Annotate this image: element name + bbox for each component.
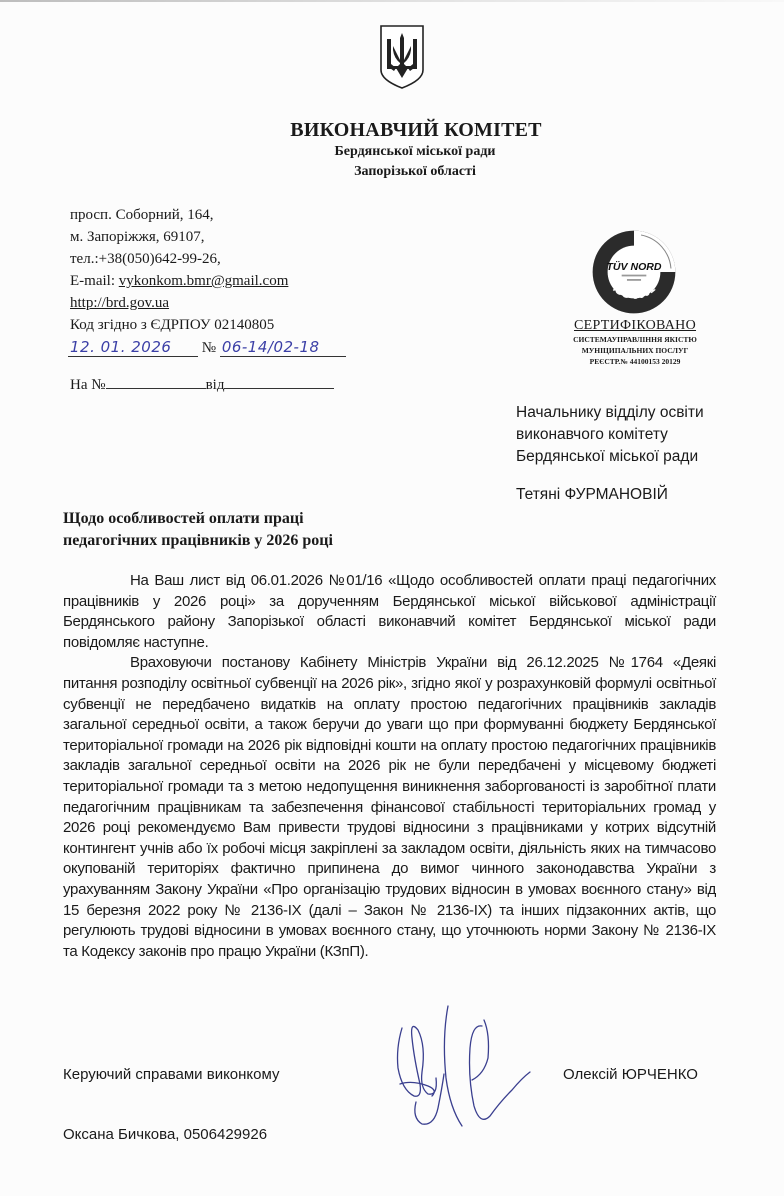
reply-to-row	[70, 374, 334, 394]
website-link[interactable]: http://brd.gov.ua	[70, 295, 170, 311]
coat-of-arms-icon	[378, 24, 426, 90]
registration-number: 06-14/02-18	[220, 338, 346, 357]
signatory-name: Олексій ЮРЧЕНКО	[563, 1066, 698, 1083]
registration-row	[68, 338, 346, 357]
body-paragraph: На Ваш лист від 06.01.2026 №01/16 «Щодо особливостей оплати праці педагогічних працівників у 2026 році» за дорученням Бердянської міської військової адміністрації Бердянського району Запорізької області виконавчий комітет Бердянської міської ради повідомляє наступне.	[63, 572, 716, 651]
sender-address	[70, 204, 288, 336]
registration-date: 12. 01. 2026	[68, 338, 198, 357]
executor-contact: Оксана Бичкова, 0506429926	[63, 1126, 268, 1143]
organization-name: ВИКОНАВЧИЙ КОМІТЕТ	[290, 119, 542, 141]
tuv-nord-iso-logo-icon	[590, 228, 678, 316]
address-street: просп. Соборний, 164,	[70, 207, 214, 223]
letter-subject	[63, 508, 333, 552]
recipient-position-line-2: виконавчого комітету	[516, 426, 668, 443]
logo-standard-text: ISO 9001	[610, 282, 658, 302]
subject-line-2: педагогічних працівників у 2026 році	[63, 532, 333, 549]
page-edge	[0, 0, 784, 2]
letter-body	[63, 571, 716, 962]
signatory-position: Керуючий справами виконкому	[63, 1066, 280, 1083]
certification-line-2: МУНІЦИПАЛЬНИХ ПОСЛУГ	[581, 346, 689, 355]
certification-registry: РЕЄСТР.№ 44100153 20129	[589, 357, 681, 366]
number-label: №	[201, 340, 217, 356]
letterhead	[0, 118, 784, 182]
council-name: Бердянської міської ради	[334, 144, 496, 159]
reply-date-label: від	[205, 377, 225, 393]
email-link[interactable]: vykonkom.bmr@gmail.com	[118, 273, 289, 289]
certification-block	[560, 228, 710, 367]
recipient-block	[516, 402, 704, 506]
region-name: Запорізької області	[354, 164, 476, 179]
reply-number-blank	[106, 374, 206, 389]
subject-line-1: Щодо особливостей оплати праці	[63, 510, 304, 527]
email-label: E-mail:	[70, 273, 119, 289]
body-paragraph: Враховуючи постанову Кабінету Міністрів України від 26.12.2025 №1764 «Деякі питання розподілу освітньої субвенції на 2026 рік», згідно якої у розрахунковій формулі освітньої субвенції не передбачено видатків на оплату простою педагогічних працівників закладів загальної середньої освіти, а також беручи до уваги що при формуванні бюджету Бердянської територіальної громади на 2026 рік відповідні кошти на оплату простою педагогічних працівників закладів загальної середньої освіти на 2026 рік не були передбачені у місцевому бюджеті територіальної громади та з метою недопущення виникнення заборгованості із заробітної плати педагогічним працівникам та забезпечення фінансової стабільності територіальних громад у 2026 році рекомендуємо Вам привести трудові відносини з працівниками у котрих відсутній контингент учнів або їх робочі місця закріплені за закладом освіти, діяльність яких на тимчасово окупованій територіях фактично припинена до вимог чинного законодавства України з урахуванням Закону України «Про організацію трудових відносин в умовах воєнного стану» від 15 березня 2022 року № 2136-IX (далі – Закон № 2136-IX) та інших підзаконних актів, що регулюють трудові відносини в умовах воєнного стану, що уточнюють норми Закону № 2136-IX та Кодексу законів про працю України (КЗпП).	[63, 654, 716, 960]
recipient-position-line-3: Бердянської міської ради	[516, 448, 699, 465]
address-city: м. Запоріжжя, 69107,	[70, 229, 205, 245]
reply-number-label: На №	[70, 377, 106, 393]
recipient-position-line-1: Начальнику відділу освіти	[516, 404, 704, 421]
certification-line-1: СИСТЕМАУПРАВЛІННЯ ЯКІСТЮ	[573, 335, 697, 344]
handwritten-signature-icon	[392, 998, 542, 1128]
email-line	[70, 270, 288, 292]
logo-brand-text: TÜV NORD	[606, 261, 662, 274]
recipient-name: Тетяні ФУРМАНОВІЙ	[516, 486, 668, 503]
reply-date-blank	[224, 374, 334, 389]
edrpou-code: Код згідно з ЄДРПОУ 02140805	[70, 317, 275, 333]
certified-title: СЕРТИФІКОВАНО	[573, 318, 697, 333]
phone: тел.:+38(050)642-99-26,	[70, 251, 221, 267]
